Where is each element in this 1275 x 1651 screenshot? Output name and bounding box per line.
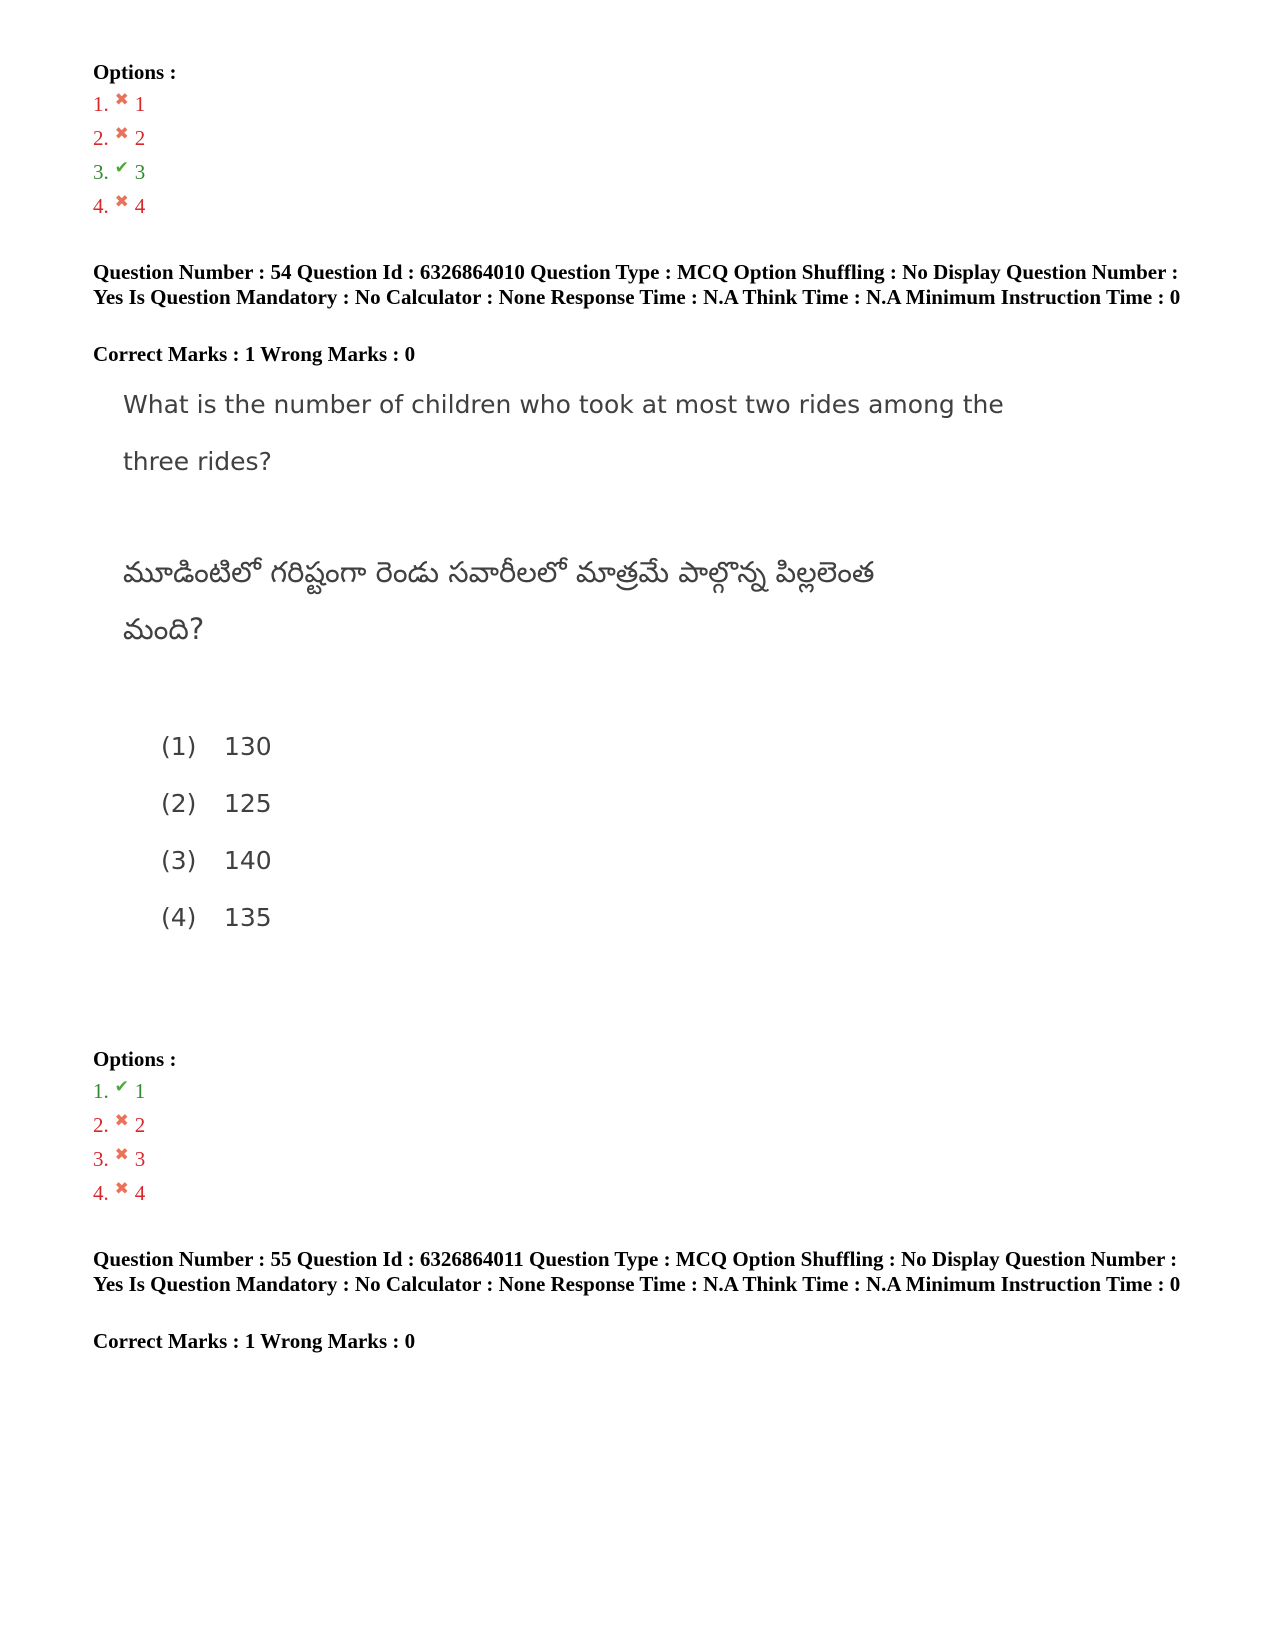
option-index: 1. — [93, 92, 109, 116]
cross-icon: ✖ — [114, 124, 129, 144]
question-text-english: What is the number of children who took at most two rides among the — [123, 390, 1004, 419]
option-value: 1 — [134, 92, 146, 116]
option-row — [93, 1176, 176, 1210]
question-text-telugu-continued: మంది? — [123, 612, 205, 646]
choice-item — [161, 775, 1004, 832]
check-icon: ✔ — [114, 158, 129, 178]
option-value: 3 — [134, 1147, 146, 1171]
option-index: 4. — [93, 194, 109, 218]
question-55-meta: Question Number : 55 Question Id : 6326864011 Question Type : MCQ Option Shuffling : No Display Question Number : Yes Is Question Mandatory : No Calculator : None Response Time : N.A Think Time : N.A Minimum Instruction Time : 0 — [93, 1247, 1181, 1296]
option-row — [93, 1142, 176, 1176]
question-54-content — [123, 376, 1004, 946]
question-55-marks: Correct Marks : 1 Wrong Marks : 0 — [93, 1329, 416, 1353]
prev-options-section — [93, 59, 176, 223]
option-index: 2. — [93, 1113, 109, 1137]
option-row — [93, 1074, 176, 1108]
option-row — [93, 155, 176, 189]
option-value: 4 — [134, 194, 146, 218]
choice-value: 130 — [224, 732, 272, 761]
option-row — [93, 121, 176, 155]
question-choices — [161, 718, 1004, 946]
option-index: 4. — [93, 1181, 109, 1205]
cross-icon: ✖ — [114, 1111, 129, 1131]
cross-icon: ✖ — [114, 1145, 129, 1165]
choice-value: 135 — [224, 903, 272, 932]
question-text-telugu: మూడింటిలో గరిష్టంగా రెండు సవారీలలో మాత్రమే పాల్గొన్న పిల్లలెంత — [123, 555, 875, 589]
option-value: 2 — [134, 126, 146, 150]
option-value: 2 — [134, 1113, 146, 1137]
option-row — [93, 87, 176, 121]
choice-item — [161, 718, 1004, 775]
choice-value: 140 — [224, 846, 272, 875]
question-54-options-section — [93, 1046, 176, 1210]
options-heading: Options : — [93, 1047, 177, 1071]
option-value: 4 — [134, 1181, 146, 1205]
option-index: 2. — [93, 126, 109, 150]
choice-number: (4) — [161, 903, 197, 932]
choice-item — [161, 889, 1004, 946]
cross-icon: ✖ — [114, 90, 129, 110]
choice-number: (3) — [161, 846, 197, 875]
question-54-meta: Question Number : 54 Question Id : 6326864010 Question Type : MCQ Option Shuffling : No Display Question Number : Yes Is Question Mandatory : No Calculator : None Response Time : N.A Think Time : N.A Minimum Instruction Time : 0 — [93, 260, 1181, 309]
options-heading: Options : — [93, 60, 177, 84]
question-text-english-continued: three rides? — [123, 447, 272, 476]
cross-icon: ✖ — [114, 1179, 129, 1199]
choice-number: (2) — [161, 789, 197, 818]
option-index: 3. — [93, 1147, 109, 1171]
option-index: 3. — [93, 160, 109, 184]
check-icon: ✔ — [114, 1077, 129, 1097]
option-row — [93, 1108, 176, 1142]
choice-item — [161, 832, 1004, 889]
option-value: 1 — [134, 1079, 146, 1103]
option-index: 1. — [93, 1079, 109, 1103]
cross-icon: ✖ — [114, 192, 129, 212]
choice-number: (1) — [161, 732, 197, 761]
option-row — [93, 189, 176, 223]
choice-value: 125 — [224, 789, 272, 818]
option-value: 3 — [134, 160, 146, 184]
question-54-marks: Correct Marks : 1 Wrong Marks : 0 — [93, 342, 416, 366]
